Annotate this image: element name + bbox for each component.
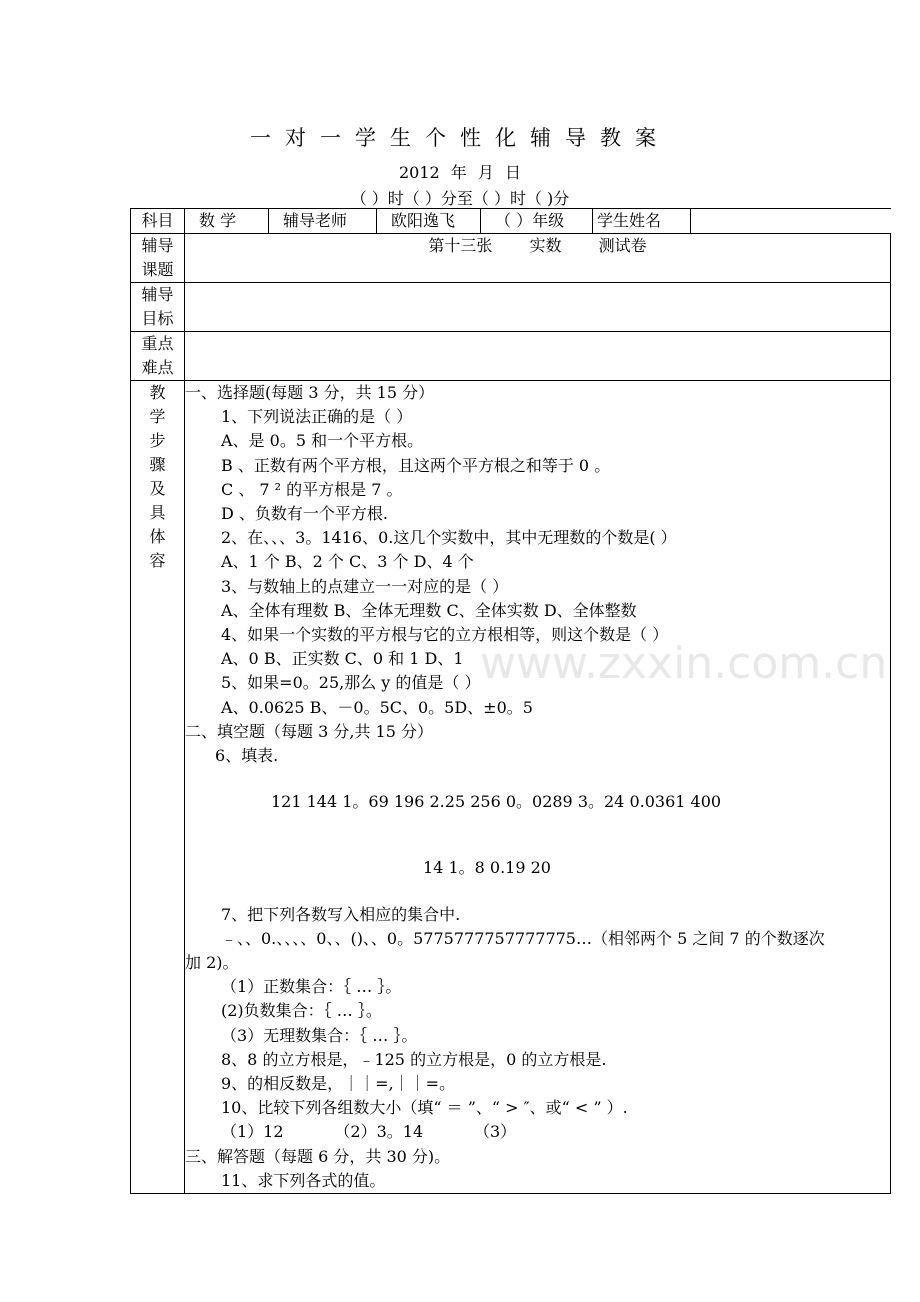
student-name-label: 学生姓名 [593, 209, 691, 234]
question-1-option-b: B 、正数有两个平方根，且这两个平方根之和等于 0 。 [221, 455, 611, 475]
steps-content [185, 381, 891, 1194]
steps-row [131, 381, 891, 1194]
question-3-options: A、全体有理数 B、全体无理数 C、全体实数 D、全体整数 [221, 600, 637, 620]
question-5: 5、如果=0。25,那么 y 的值是（ ） [221, 673, 481, 693]
question-8: 8、8 的立方根是，﹣125 的立方根是，0 的立方根是. [221, 1049, 607, 1069]
steps-label: 教 学 步 骤 及 具 体 容 [131, 381, 185, 1194]
question-1-option-a: A、是 0。5 和一个平方根。 [221, 431, 424, 451]
date-line: 2012 年 月 日 [399, 163, 521, 182]
section-2-heading: 二、填空题（每题 3 分,共 15 分） [185, 721, 433, 741]
question-7-set-negative: (2)负数集合：｛ … ｝。 [221, 1001, 382, 1021]
goal-value [185, 283, 891, 332]
question-11: 11、求下列各式的值。 [221, 1170, 386, 1190]
teacher-label: 辅导老师 [269, 209, 377, 234]
question-4-options: A、0 B、正实数 C、0 和 1 D、1 [221, 649, 464, 669]
key-points-label: 重点 难点 [131, 332, 185, 381]
question-7-set-irrational: （3）无理数集合：｛ … ｝。 [221, 1025, 418, 1045]
lesson-plan-table [130, 208, 891, 1194]
question-6: 6、填表. [215, 746, 279, 766]
question-7-numbers: ﹣、、0.、、、、0、、()、、0。5775777757777775…（相邻两个 5 之间 7 的个数逐次 [221, 928, 825, 948]
watermark: www.zxxin.com.cn [480, 638, 888, 689]
grade-label: （ ）年级 [481, 209, 593, 234]
goal-row [131, 283, 891, 332]
question-7-numbers-cont: 加 2)。 [185, 953, 239, 973]
question-1-option-c: C 、 7 ² 的平方根是 7 。 [221, 479, 403, 499]
key-points-value [185, 332, 891, 381]
student-name-value[interactable] [691, 209, 891, 234]
spacer [185, 881, 890, 903]
question-6-table-row-2: 14 1。8 0.19 20 [423, 858, 551, 878]
spacer [185, 768, 890, 790]
spacer [185, 814, 890, 856]
question-2-options: A、1 个 B、2 个 C、3 个 D、4 个 [221, 552, 474, 572]
question-2: 2、在、、、3。1416、0.这几个实数中，其中无理数的个数是( ） [221, 528, 677, 548]
section-3-heading: 三、解答题（每题 6 分，共 30 分)。 [185, 1146, 451, 1166]
question-10-options: （1）12 （2）3。14 （3） [221, 1122, 517, 1142]
section-1-heading: 一、选择题(每题 3 分，共 15 分） [185, 383, 435, 402]
question-1-option-d: D 、负数有一个平方根. [221, 504, 389, 524]
page-title: 一对一学生个性化辅导教案 [250, 126, 670, 150]
question-3: 3、与数轴上的点建立一一对应的是（ ） [221, 576, 509, 596]
question-7-set-positive: （1）正数集合：｛ … ｝。 [221, 977, 402, 997]
question-5-options: A、0.0625 B、－0。5C、0。5D、±0。5 [221, 697, 533, 717]
topic-label: 辅导 课题 [131, 234, 185, 283]
topic-value: 第十三张 实数 测试卷 [185, 234, 891, 283]
question-6-table-row-1: 121 144 1。69 196 2.25 256 0。0289 3。24 0.0361 400 [271, 792, 722, 812]
subject-value: 数 学 [185, 209, 269, 234]
goal-label: 辅导 目标 [131, 283, 185, 332]
question-10: 10、比较下列各组数大小（填“ ＝ ”、“ > ″、或“ < ” ）. [221, 1098, 628, 1118]
subject-label: 科目 [131, 209, 185, 234]
question-1: 1、下列说法正确的是（ ） [221, 407, 413, 427]
topic-row [131, 234, 891, 283]
question-4: 4、如果一个实数的平方根与它的立方根相等，则这个数是（ ） [221, 625, 669, 645]
question-7: 7、把下列各数写入相应的集合中. [221, 904, 461, 924]
question-9: 9、的相反数是，｜｜=,｜｜=。 [221, 1074, 456, 1094]
time-line: （ ）时（ ）分至（ ）时（ )分 [350, 189, 570, 208]
info-row [131, 209, 891, 234]
key-points-row [131, 332, 891, 381]
teacher-value: 欧阳逸飞 [377, 209, 481, 234]
